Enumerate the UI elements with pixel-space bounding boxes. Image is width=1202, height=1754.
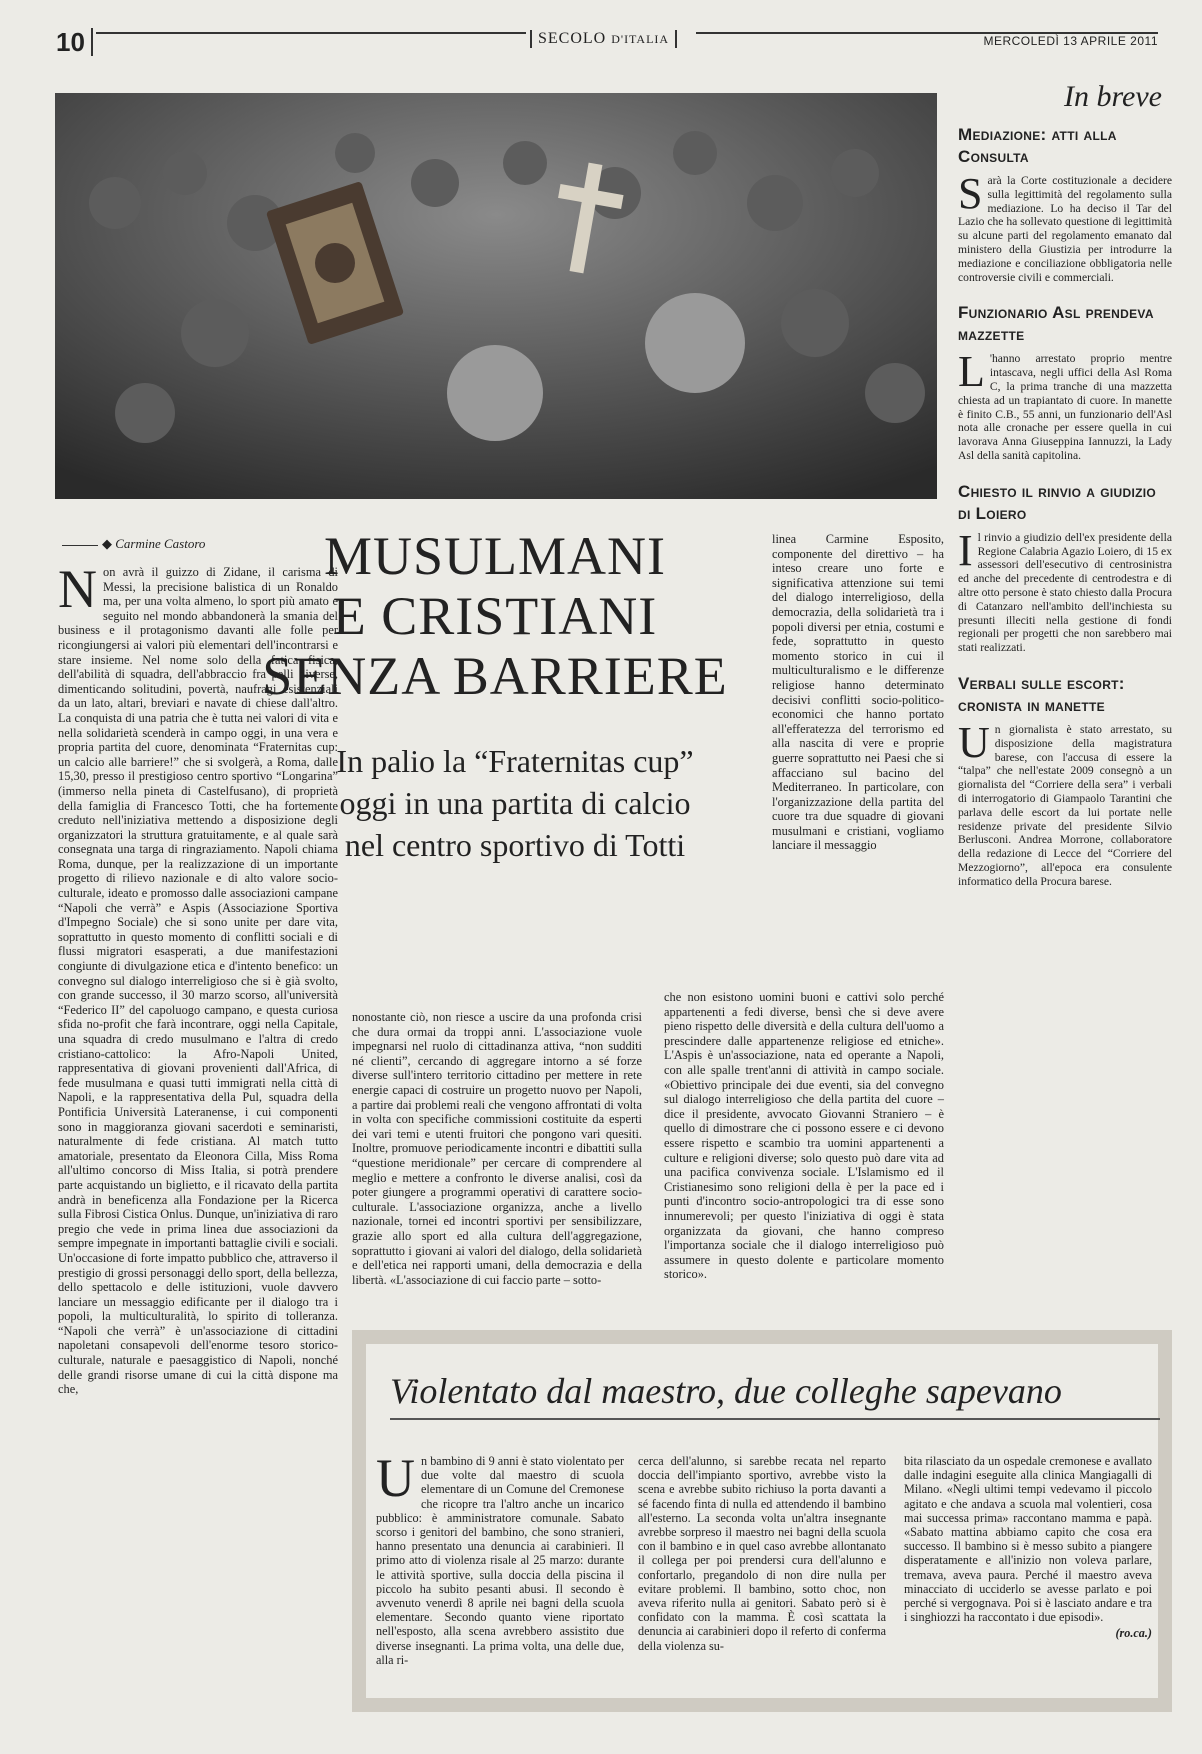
boxed-signature: (ro.ca.) [1115, 1626, 1152, 1641]
headline-line: SENZA BARRIERE [262, 646, 728, 706]
boxed-text: n bambino di 9 anni è stato violentato per due volte dal maestro di scuola elementare di un Comune del Cremonese che ricopre tra l'altro anche un incarico pubblico: è amministratore comunale. Sabato scorso i genitori del bambino, che sono stranieri, hanno presentato una denuncia ai carabinieri. Il primo atto di violenza risale al 25 marzo: durante le attività sportive, sulla doccia della piscina il piccolo ha subito pesanti abusi. Il secondo è avvenuto venerdì 8 aprile nei bagni della scuola elementare. Secondo quanto viene riportato nell'esposto, alla scena avrebbero assistito due diverse insegnanti. La prima volta, una delle due, alla ri- [376, 1454, 624, 1667]
boxed-article-inner [366, 1344, 1158, 1698]
header-rule-left [96, 32, 526, 34]
boxed-article [352, 1330, 1172, 1712]
headline-line: MUSULMANI [323, 526, 667, 586]
brief-text: n giornalista è stato arrestato, su disposizione della magistratura barese, con l'accusa di essere la “talpa” che nell'estate 2009 consegnò a un giornalista del “Corriere della sera” i verbali di interrogatorio di Giampaolo Tarantini che parlava delle escort da lui portate nelle residenze private del presidente Silvio Berlusconi. Andrea Morrone, collaboratore della redazione di Lecce del “Corriere del Mezzogiorno”, all'epoca era consulente informatico della Procura barese. [958, 722, 1172, 888]
subhead-line: In palio la “Fraternitas cup” [336, 743, 694, 779]
subhead-line: nel centro sportivo di Totti [344, 827, 686, 863]
masthead-main: SECOLO [538, 30, 607, 47]
brief-title: Funzionario Asl prendeva mazzette [958, 303, 1154, 345]
brief-dropcap: U [958, 717, 990, 767]
boxed-column-1 [376, 1448, 624, 1667]
brief-item [958, 673, 1172, 889]
brief-dropcap: S [958, 169, 983, 218]
brief-text: 'hanno arrestato proprio mentre intascava, negli uffici della Asl Roma C, la prima tranche di una mazzetta chiesta ad un trapiantato di cuore. In manette è finito C.B., 55 anni, un funzionario dell'Asl nota alle cronache per essere quella in cui lavorava Anna Giuseppina Iannuzzi, la Lady Asl della sanità capitolina. [958, 352, 1172, 462]
article-column-3 [664, 990, 944, 1282]
brief-text: arà la Corte costituzionale a decidere sulla legittimità del regolamento sulla mediazione. Lo ha deciso il Tar del Lazio che ha sollevato questione di legittimità su alcune parti del regolamento emanato dal ministero della Giustizia per introdurre la mediazione e conciliazione obbligatoria nelle controversie civili e commerciali. [958, 174, 1172, 284]
boxed-column-2 [638, 1454, 886, 1653]
brief-item [958, 481, 1172, 655]
headline-line: E CRISTIANI [332, 586, 658, 646]
brief-body [958, 347, 1172, 462]
article-subhead [270, 740, 760, 866]
page-header [56, 28, 1158, 58]
brief-body [958, 717, 1172, 889]
brief-item [958, 124, 1172, 284]
brief-dropcap: L [958, 347, 985, 397]
brief-text: l rinvio a giudizio dell'ex presidente della Regione Calabria Agazio Loiero, di 15 ex assessori dell'esecutivo di centrosinistra ed anche del precedente di centrodestra e di altre otto persone è stato chiesto dalla Procura di Catanzaro nell'ambito dell'inchiesta su presunti illeciti nella gestione di fondi regionali per progetti che non sarebbero mai stati realizzati. [958, 530, 1172, 655]
article-text: on avrà il guizzo di Zidane, il carisma di Messi, la precisione balistica di un Ronaldo ma, per una volta almeno, lo sport più amato e seguito nel mondo abbandonerà la smania del business e il protagonismo davanti alle folle per ricongiungersi ai valori più elementari dell'incontrarsi e stare insieme. Nel nome solo della fatica fisica, dell'abilità di squadra, dell'abbraccio fra pelli diverse, dimenticando solitudini, povertà, naufragi esistenziali da un lato, altari, breviari e navate di chiese dall'altro. La conquista di una patria che è tutta nei valori di vita e nella solidarietà scenderà in campo oggi, in una vera e propria partita del cuore, denominata “Fraternitas cup: un calcio alle barriere!” che si svolgerà, a Roma, dalle 15,30, presso il prestigioso centro sportivo “Longarina” (immerso nella pineta di Castelfusano), di proprietà della famiglia di Francesco Totti, che ha fortemente creduto nell'iniziativa mettendo a disposizione degli organizzatori la struttura gratuitamente, e al quale sarà consegnata una targa di ringraziamento. Napoli chiama Roma, dunque, per la realizzazione di un importante progetto di rilievo nazionale e di alto valore socio-culturale, ideato e promosso dalle associazioni campane “Napoli che verrà” e Aspis (Associazione Sportiva d'Impegno Sociale) che si sono unite per dare vita, soprattutto in questo momento di conflitti sociali e di flussi migratori esasperati, a due manifestazioni congiunte di divulgazione etica e d'intento benefico: un convegno sul dialogo interreligioso che si è già svolto, con grande successo, il 30 marzo scorso, all'università “Federico II” del capoluogo campano, e questa curiosa sfida no-profit che farà incontrare, oggi nella Capitale, una squadra di credo musulmano e l'altra di credo cristiano-cattolico: la Afro-Napoli United, rappresentativa di giovani provenienti dall'Africa, di fede musulmana e quasi tutti immigrati nella città di Napoli, e la rappresentativa della Pul, squadra della Pontificia Università Lateranense, i cui componenti sono in maggioranza giovani sacerdoti e seminaristi, naturalmente di fede cristiana. Al match tutto amatoriale, presentato da Eleonora Cilla, Miss Roma all'ultimo concorso di Miss Italia, si potrà prendere parte acquistando un biglietto, e il ricavato della partita andrà in beneficenza alla Fondazione per la Ricerca sulla Fibrosi Cistica Onlus. Dunque, un'iniziativa di raro pregio che vede in prima linea due associazioni da sempre impegnate in importanti battaglie civili e sociali. Un'occasione di forte impatto pubblico che, attraverso il prestigio di grossi personaggi dello sport, della bellezza, dello spettacolo e delle istituzioni, vuole davvero lanciare un messaggio edificante per il dialogo tra i popoli, la multiculturalità, lo spirito di tolleranza. “Napoli che verrà” è un'associazione di cittadini napoletani consapevoli dell'enorme tesoro storico-culturale, naturale e paesaggistico di Napoli, nonché delle grandi risorse umane di cui la città dispone ma che, [58, 565, 338, 1397]
brief-title: Chiesto il rinvio a giudizio di Loiero [958, 481, 1157, 523]
author-name: Carmine Castoro [115, 536, 206, 551]
brief-title: Verbali sulle escort: cronista in manette [958, 673, 1125, 715]
brief-body [958, 169, 1172, 284]
boxed-text: cerca dell'alunno, si sarebbe recata nel reparto doccia dell'impianto sportivo, avrebbe visto la scena e avrebbe subito richiuso la porta davanti a sé facendo finta di nulla ed attendendo il bambino all'esterno. La seconda volta un'altra insegnante avrebbe sorpreso il maestro nei bagni della scuola con il bambino e in quel caso avrebbe allontanato il collega per poi prendersi cura dell'alunno e confortarlo, pregandolo di non dire nulla per evitare problemi. Il bambino, sotto choc, non aveva riferito nulla ai genitori. Sabato però si è confidato con la mamma. È così scattata la denuncia ai carabinieri dopo il referto di conferma della violenza su- [638, 1454, 886, 1653]
masthead [530, 30, 677, 48]
boxed-article-title: Violentato dal maestro, due colleghe sapevano [390, 1370, 1160, 1420]
sidebar-title: In breve [1064, 80, 1162, 113]
brief-item [958, 302, 1172, 462]
subhead-line: oggi in una partita di calcio [339, 785, 691, 821]
sidebar-in-breve [958, 80, 1172, 906]
brief-dropcap: I [958, 525, 973, 575]
byline: ◆ Carmine Castoro [62, 536, 205, 552]
article-text: che non esistono uomini buoni e cattivi solo perché appartenenti a fedi diverse, bensì che si deve avere pieno rispetto delle diversità e della cultura dell'uomo a prescindere dalle appartenenze religiose ed etniche». L'Aspis è un'associazione, nata ed operante a Napoli, con alle spalle trent'anni di attività in campo sociale. «Obiettivo principale dei due eventi, sia del convegno sul dialogo interreligioso che della partita del cuore – dice il presidente, avvocato Giovanni Straniero – è quello di dimostrare che ci possono essere e ci devono essere rispetto e scambio tra uomini appartenenti a culture e religioni diverse; solo questo può dare vita ad una pacifica convivenza sociale. L'Islamismo ed il Cristianesimo sono religioni della è per la pace ed i punti d'incontro socio-antropologici tra di esse sono innumerevoli; per questo l'iniziativa di oggi è stata organizzata da giovani, che hanno compreso l'importanza sociale che il dialogo interreligioso può assumere in questo dolente e particolare momento storico». [664, 990, 944, 1282]
issue-date: MERCOLEDÌ 13 APRILE 2011 [983, 34, 1158, 48]
article-column-3-top [772, 532, 944, 853]
masthead-small: D'ITALIA [611, 32, 670, 46]
article-text: nonostante ciò, non riesce a uscire da una profonda crisi che dura ormai da troppi anni. L'associazione vuole impegnarsi nel ruolo di cittadinanza attiva, “non sudditi né clienti”, cercando di aggregare intorno a sé forze diverse sull'intero territorio cittadino per mettere in rete energie capaci di costruire un progetto nuovo per Napoli, a partire dai problemi reali che vengono affrontati di volta in volta con specifiche commissioni costituite da esperti dei vari temi e utenti fruitori che pongono vari quesiti. Inoltre, promuove periodicamente incontri e dibattiti sulla “questione meridionale” per cercare di comprendere al meglio e mettere a confronto le diverse analisi, così da poter giungere a programmi operativi di carattere socio-culturale. L'associazione organizza, anche a livello nazionale, tornei ed incontri sportivi per sensibilizzare, grazie allo sport ed alla cultura dell'aggregazione, soprattutto i giovani ai valori del dialogo, della solidarietà e dell'etica nei rapporti umani, della democrazia e della libertà. «L'associazione di cui faccio parte – sotto- [352, 1010, 642, 1287]
article-photo [55, 93, 937, 499]
article-column-1 [58, 559, 338, 1397]
boxed-dropcap: U [376, 1448, 415, 1508]
article-dropcap: N [58, 559, 97, 619]
page-number: 10 [56, 28, 93, 56]
byline-rule [62, 545, 98, 546]
brief-body [958, 525, 1172, 655]
article-column-2 [352, 1010, 642, 1287]
crowd-photo-illustration [55, 93, 937, 499]
boxed-text: bita rilasciato da un ospedale cremonese e avallato dalle indagini eseguite alla clinica Mangiagalli di Milano. «Negli ultimi tempi vedevamo il piccolo agitato e che andava a scuola mal volentieri, cosa mai successa prima» raccontano mamma e papà. «Sabato mattina abbiamo capito che cosa era successo. Il bambino si è messo subito a piangere disperatamente e all'inizio non voleva parlare, tremava, aveva paura. Perché il maestro aveva minacciato di ucciderlo se avesse parlato e poi perché si vergognava. Poi si è lasciato andare e tra i singhiozzi ha raccontato i due episodi». [904, 1454, 1152, 1625]
article-text: linea Carmine Esposito, componente del direttivo – ha inteso creare uno forte e significativa attenzione sui temi del dialogo interreligioso, della democrazia, della solidarietà tra i popoli diversi per etnia, costumi e fede, soprattutto in questo momento storico in cui il multiculturalismo e le differenze religiose hanno determinato decisivi conflitti socio-politico-economici che hanno portato all'efferatezza del terrorismo ed alla nascita di vere e proprie guerre soprattutto nei Paesi che si affacciano sul bacino del Mediterraneo. In particolare, con l'organizzazione della partita del cuore tra due squadre di giovani musulmani e cristiani, vogliamo lanciare il messaggio [772, 532, 944, 853]
boxed-column-3 [904, 1454, 1152, 1641]
brief-title: Mediazione: atti alla Consulta [958, 125, 1117, 166]
